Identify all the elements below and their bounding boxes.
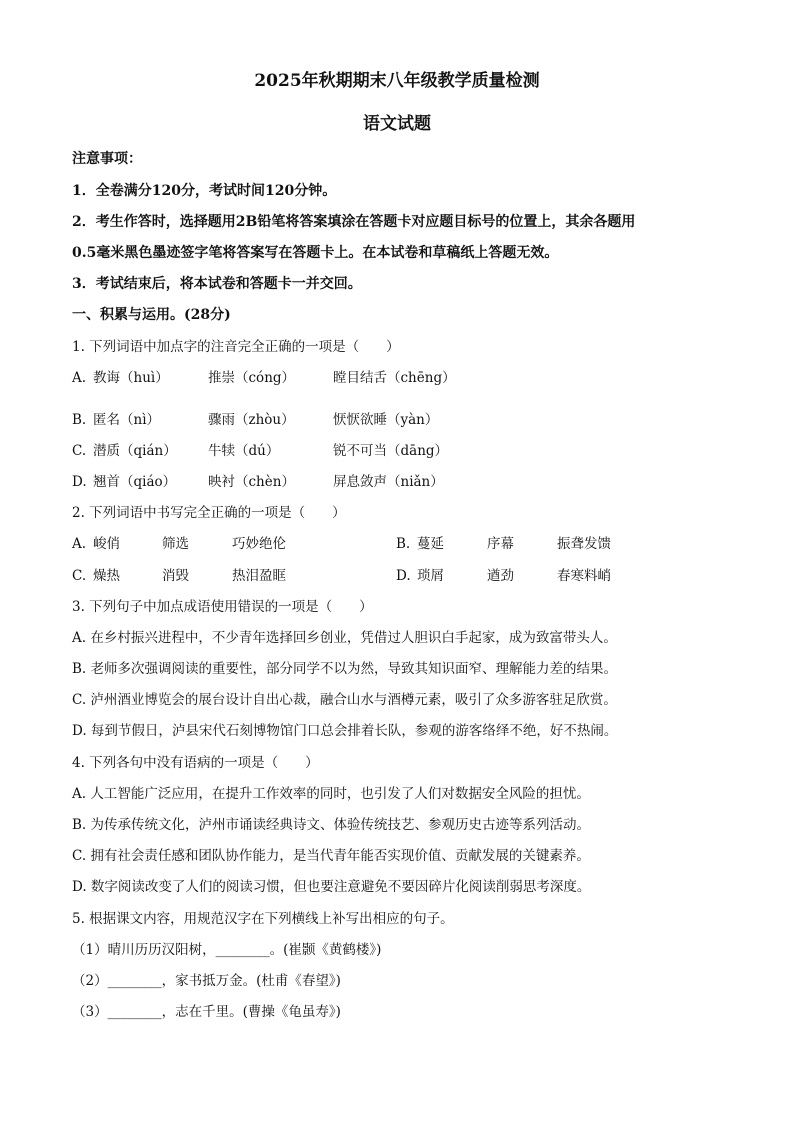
option-word: 映衬（chèn） <box>208 474 295 490</box>
option-word: 琐屑 <box>417 568 444 584</box>
fill-blank-item: （1）晴川历历汉阳树，________。(崔颢《黄鹤楼》) <box>72 942 382 958</box>
option-word: 锐不可当（dāng） <box>333 443 449 459</box>
option-word: 骤雨（zhòu） <box>208 412 295 428</box>
option-word: 恹恹欲睡（yàn） <box>333 412 439 428</box>
option-word: 匿名（nì） <box>93 412 161 428</box>
note-item: 3．考试结束后，将本试卷和答题卡一并交回。 <box>72 276 362 292</box>
option-word: 筛选 <box>162 536 189 552</box>
option-word: 瞠目结舌（chēng） <box>333 370 456 386</box>
question-1-stem: 1. 下列词语中加点字的注音完全正确的一项是（ ） <box>72 339 400 355</box>
option-sentence: A. 人工智能广泛应用，在提升工作效率的同时，也引发了人们对数据安全风险的担忧。 <box>72 786 590 802</box>
option-word: 翘首（qiáo） <box>93 474 177 490</box>
option-word: 序幕 <box>487 536 514 552</box>
question-4-stem: 4. 下列各句中没有语病的一项是（ ） <box>72 755 319 771</box>
option-word: 教诲（huì） <box>93 370 169 386</box>
option-label: D. <box>396 568 411 584</box>
option-word: 巧妙绝伦 <box>232 536 286 552</box>
option-sentence: B. 老师多次强调阅读的重要性，部分同学不以为然，导致其知识面窄、理解能力差的结果。 <box>72 661 618 677</box>
option-word: 燥热 <box>93 568 120 584</box>
option-sentence: C. 拥有社会责任感和团队协作能力，是当代青年能否实现价值、贡献发展的关键素养。 <box>72 848 590 864</box>
fill-blank-item: （3）________，志在千里。(曹操《龟虽寿》) <box>72 1004 341 1020</box>
fill-blank-item: （2）________，家书抵万金。(杜甫《春望》) <box>72 973 341 989</box>
note-item: 0.5毫米黑色墨迹签字笔将答案写在答题卡上。在本试卷和草稿纸上答题无效。 <box>72 245 559 261</box>
option-label: D. <box>72 474 87 490</box>
option-word: 牛犊（dú） <box>208 443 280 459</box>
question-3-stem: 3. 下列句子中加点成语使用错误的一项是（ ） <box>72 599 373 615</box>
option-sentence: D. 每到节假日，泸县宋代石刻博物馆门口总会排着长队，参观的游客络绎不绝，好不热闹。 <box>72 723 618 739</box>
question-2-stem: 2. 下列词语中书写完全正确的一项是（ ） <box>72 505 346 521</box>
option-label: C. <box>72 443 87 459</box>
option-label: B. <box>396 536 411 552</box>
note-item: 2．考生作答时，选择题用2B铅笔将答案填涂在答题卡对应题目标号的位置上，其余各题用 <box>72 214 636 230</box>
note-item: 1．全卷满分120分，考试时间120分钟。 <box>72 183 337 199</box>
option-label: B. <box>72 412 87 428</box>
option-sentence: A. 在乡村振兴进程中，不少青年选择回乡创业，凭借过人胆识白手起家，成为致富带头人。 <box>72 630 617 646</box>
option-word: 蔓延 <box>417 536 444 552</box>
section-heading: 一、积累与运用。(28分) <box>72 307 231 323</box>
option-word: 屏息敛声（niǎn） <box>333 474 444 490</box>
notes-heading: 注意事项： <box>72 151 142 167</box>
option-label: A. <box>72 370 87 386</box>
exam-title: 2025年秋期期末八年级教学质量检测 <box>254 71 540 91</box>
option-word: 热泪盈眶 <box>232 568 286 584</box>
option-sentence: B. 为传承传统文化，泸州市诵读经典诗文、体验传统技艺、参观历史古迹等系列活动。 <box>72 817 591 833</box>
question-5-stem: 5. 根据课文内容，用规范汉字在下列横线上补写出相应的句子。 <box>72 911 454 927</box>
option-sentence: D. 数字阅读改变了人们的阅读习惯，但也要注意避免不要因碎片化阅读削弱思考深度。 <box>72 879 591 895</box>
option-word: 潜质（qián） <box>93 443 177 459</box>
option-word: 消毁 <box>162 568 189 584</box>
exam-subtitle: 语文试题 <box>363 114 431 134</box>
option-word: 春寒料峭 <box>557 568 611 584</box>
option-label: C. <box>72 568 87 584</box>
option-label: A. <box>72 536 87 552</box>
option-word: 遒劲 <box>487 568 514 584</box>
option-word: 峻俏 <box>93 536 120 552</box>
option-word: 推崇（cóng） <box>208 370 296 386</box>
option-word: 振聋发馈 <box>557 536 611 552</box>
option-sentence: C. 泸州酒业博览会的展台设计自出心裁，融合山水与酒樽元素，吸引了众多游客驻足欣赏。 <box>72 692 617 708</box>
